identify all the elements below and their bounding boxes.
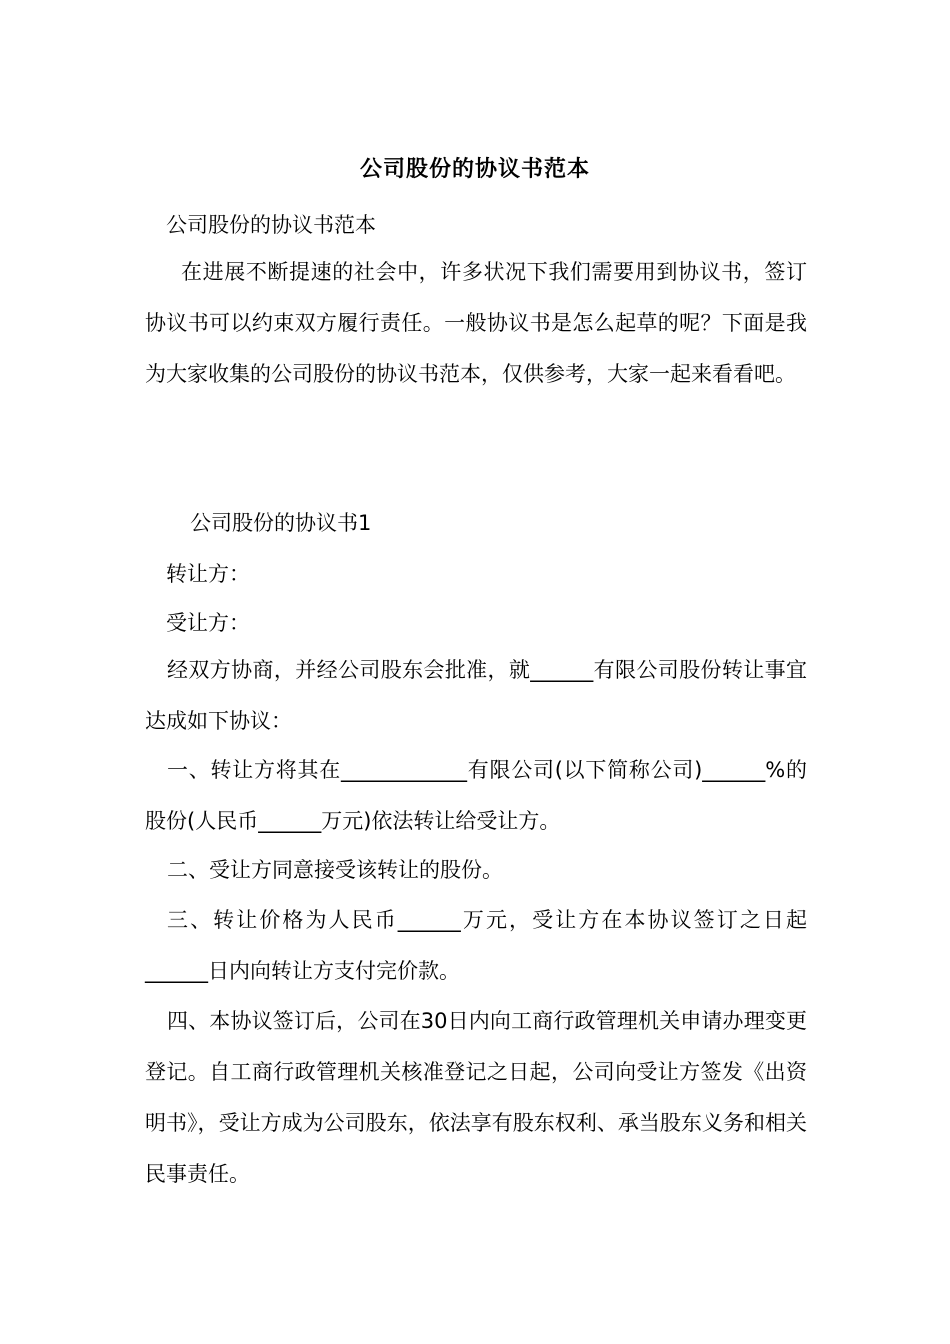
preamble-paragraph: 经双方协商，并经公司股东会批准，就______有限公司股份转让事宜达成如下协议： bbox=[145, 658, 807, 733]
section-heading: 公司股份的协议书1 bbox=[190, 511, 372, 535]
document-subtitle: 公司股份的协议书范本 bbox=[166, 213, 376, 237]
transferee-label: 受让方： bbox=[166, 611, 250, 635]
clause-4: 四、本协议签订后，公司在30日内向工商行政管理机关申请办理变更登记。自工商行政管理机关核准登记之日起，公司向受让方签发《出资明书》，受让方成为公司股东，依法享有股东权利、承当股东义务和相关民事责任。 bbox=[145, 1009, 807, 1186]
clause-3: 三、转让价格为人民币______万元，受让方在本协议签订之日起______日内向转让方支付完价款。 bbox=[145, 908, 807, 983]
clause-2: 二、受让方同意接受该转让的股份。 bbox=[167, 858, 503, 882]
clause-1: 一、转让方将其在____________有限公司(以下简称公司)______%的股份(人民币______万元)依法转让给受让方。 bbox=[145, 758, 807, 833]
intro-paragraph: 在进展不断提速的社会中，许多状况下我们需要用到协议书，签订协议书可以约束双方履行责任。一般协议书是怎么起草的呢？下面是我为大家收集的公司股份的协议书范本，仅供参考，大家一起来看看吧。 bbox=[145, 260, 807, 386]
transferor-label: 转让方： bbox=[166, 562, 250, 586]
document-title: 公司股份的协议书范本 bbox=[359, 157, 590, 182]
